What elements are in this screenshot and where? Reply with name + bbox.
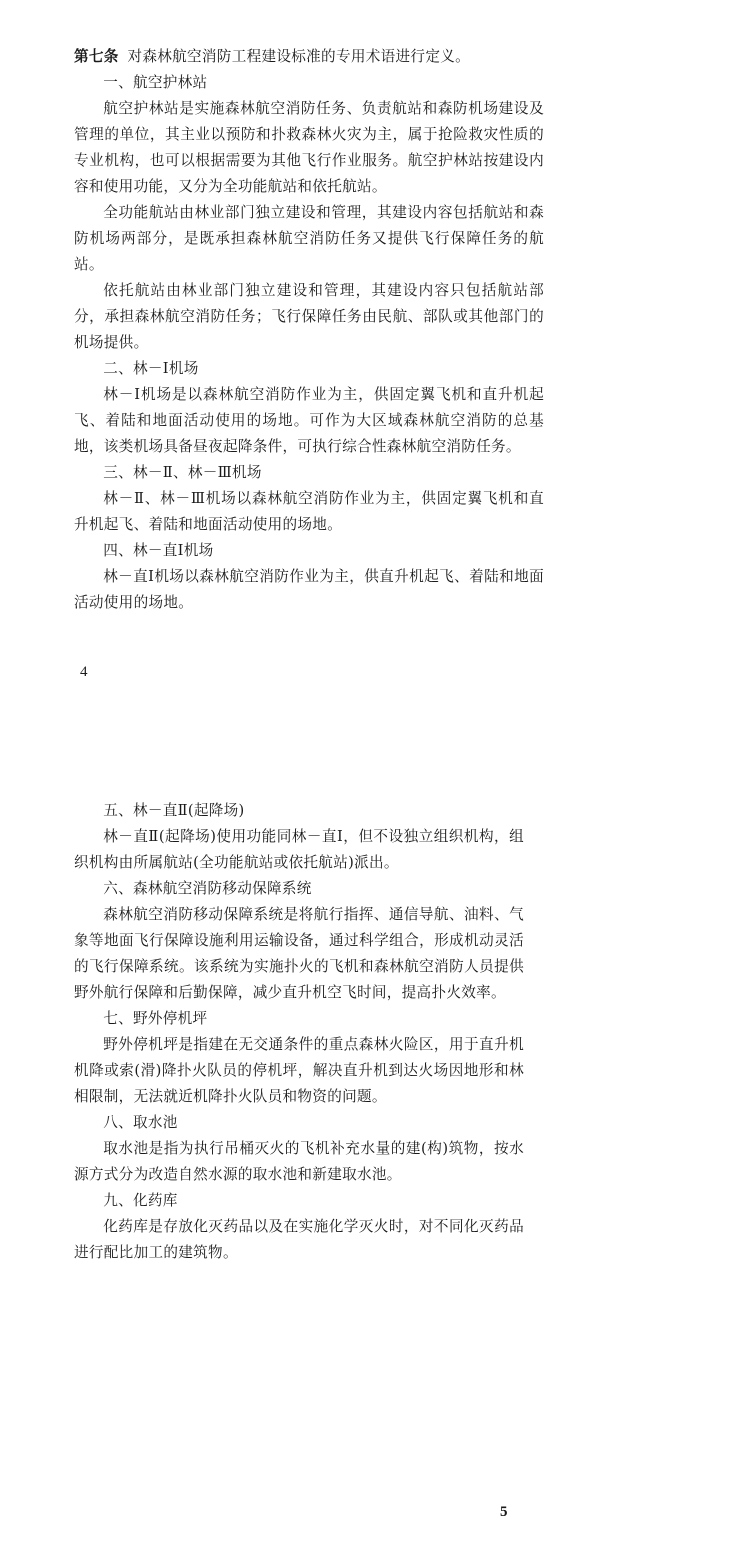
paragraph: 取水池是指为执行吊桶灭火的飞机补充水量的建(构)筑物，按水源方式分为改造自然水源的取水池和新建取水池。: [74, 1140, 524, 1183]
section-heading: 一、航空护林站: [103, 74, 208, 91]
section-heading: 七、野外停机坪: [103, 1010, 208, 1027]
paragraph: 森林航空消防移动保障系统是将航行指挥、通信导航、油料、气象等地面飞行保障设施利用运输设备，通过科学组合，形成机动灵活的飞行保障系统。该系统为实施扑火的飞机和森林航空消防人员提供野外航行保障和后勤保障，减少直升机空飞时间，提高扑火效率。: [74, 906, 524, 1001]
paragraph: 林－直Ⅱ(起降场)使用功能同林－直Ⅰ，但不设独立组织机构，组织机构由所属航站(全功能航站或依托航站)派出。: [74, 828, 524, 871]
paragraph: 全功能航站由林业部门独立建设和管理，其建设内容包括航站和森防机场两部分，是既承担森林航空消防任务又提供飞行保障任务的航站。: [74, 204, 544, 273]
paragraph: 林－Ⅰ机场是以森林航空消防作业为主，供固定翼飞机和直升机起飞、着陆和地面活动使用的场地。可作为大区域森林航空消防的总基地，该类机场具备昼夜起降条件，可执行综合性森林航空消防任务。: [74, 386, 544, 455]
article-heading-line: [74, 44, 544, 70]
page-number: 4: [80, 664, 88, 680]
section-heading: 八、取水池: [103, 1114, 178, 1131]
section-heading: 四、林－直Ⅰ机场: [103, 542, 214, 559]
page-number: 5: [500, 1504, 508, 1520]
page-4-text: [74, 44, 544, 616]
paragraph: 航空护林站是实施森林航空消防任务、负责航站和森防机场建设及管理的单位，其主业以预防和扑救森林火灾为主，属于抢险救灾性质的专业机构，也可以根据需要为其他飞行作业服务。航空护林站按建设内容和使用功能，又分为全功能航站和依托航站。: [74, 100, 544, 195]
paragraph: 化药库是存放化灭药品以及在实施化学灭火时，对不同化灭药品进行配比加工的建筑物。: [74, 1218, 524, 1261]
section-heading: 六、森林航空消防移动保障系统: [103, 880, 312, 897]
paragraph: 野外停机坪是指建在无交通条件的重点森林火险区，用于直升机机降或索(滑)降扑火队员的停机坪，解决直升机到达火场因地形和林相限制，无法就近机降扑火队员和物资的问题。: [74, 1036, 524, 1105]
paragraph: 林－Ⅱ、林－Ⅲ机场以森林航空消防作业为主，供固定翼飞机和直升机起飞、着陆和地面活动使用的场地。: [74, 490, 544, 533]
page-5-text: [74, 798, 524, 1266]
document-page-4: [0, 0, 750, 700]
paragraph: 林－直Ⅰ机场以森林航空消防作业为主，供直升机起飞、着陆和地面活动使用的场地。: [74, 568, 544, 611]
section-heading: 二、林－Ⅰ机场: [103, 360, 199, 377]
paragraph: 依托航站由林业部门独立建设和管理，其建设内容只包括航站部分，承担森林航空消防任务；飞行保障任务由民航、部队或其他部门的机场提供。: [74, 282, 544, 351]
document-page-5: [0, 790, 750, 1546]
article-number: 第七条: [74, 48, 119, 65]
section-heading: 五、林－直Ⅱ(起降场): [103, 802, 245, 819]
article-title: 对森林航空消防工程建设标准的专用术语进行定义。: [127, 48, 470, 65]
section-heading: 九、化药库: [103, 1192, 178, 1209]
section-heading: 三、林－Ⅱ、林－Ⅲ机场: [103, 464, 262, 481]
